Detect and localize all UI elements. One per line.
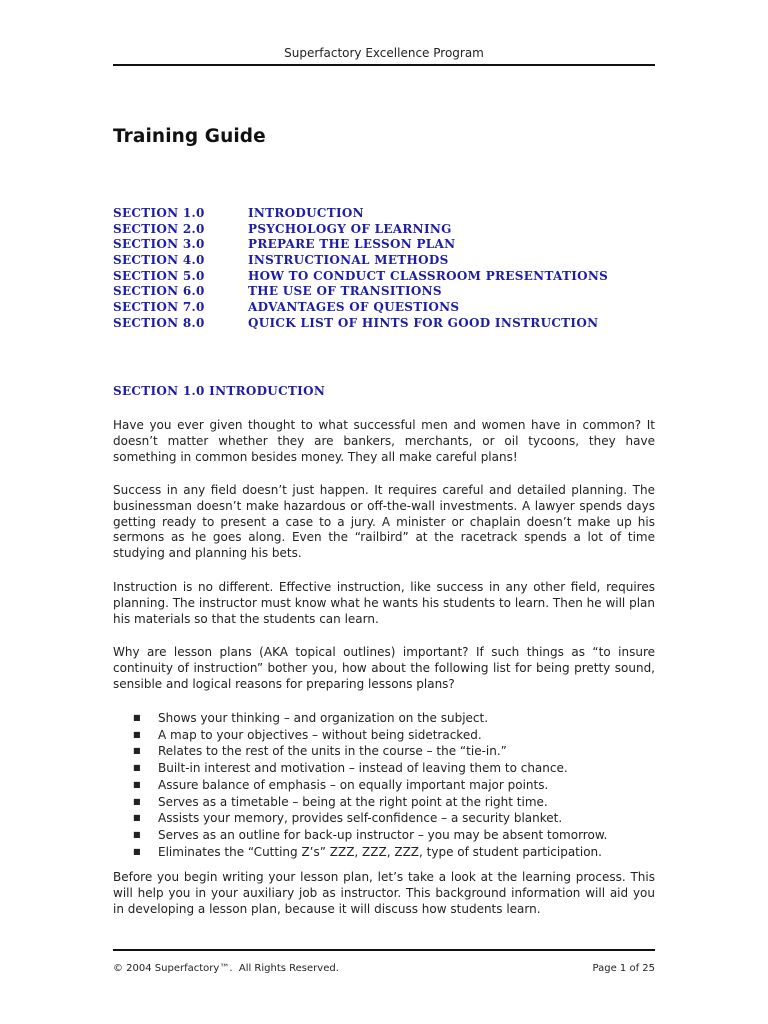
toc-row[interactable] xyxy=(113,269,655,285)
list-item-text: Built-in interest and motivation – instead of leaving them to chance. xyxy=(158,761,568,776)
bullet-icon: ■ xyxy=(133,779,141,789)
table-of-contents xyxy=(113,206,655,332)
page-header: Superfactory Excellence Program xyxy=(284,46,484,60)
list-item xyxy=(133,760,653,777)
list-item xyxy=(133,777,653,794)
body-paragraph: Instruction is no different. Effective instruction, like success in any other field, requires planning. The instructor must know what he wants his students to learn. Then he will plan his materials so that the students can learn. xyxy=(113,580,655,626)
list-item xyxy=(133,844,653,861)
list-item xyxy=(133,743,653,760)
list-item xyxy=(133,727,653,744)
list-item-text: Relates to the rest of the units in the course – the “tie-in.” xyxy=(158,744,507,759)
toc-row[interactable] xyxy=(113,237,655,253)
body-paragraph: Why are lesson plans (AKA topical outlines) important? If such things as “to insure continuity of instruction” bother you, how about the following list for being pretty sound, sensible and logical reasons for preparing lessons plans? xyxy=(113,645,655,691)
toc-section-number: SECTION 2.0 xyxy=(113,221,205,236)
list-item-text: Assists your memory, provides self-confidence – a security blanket. xyxy=(158,811,563,826)
toc-section-title: HOW TO CONDUCT CLASSROOM PRESENTATIONS xyxy=(248,268,609,283)
list-item xyxy=(133,827,653,844)
toc-section-title: PREPARE THE LESSON PLAN xyxy=(248,237,456,252)
toc-row[interactable] xyxy=(113,206,655,222)
toc-section-title: PSYCHOLOGY OF LEARNING xyxy=(248,221,452,236)
toc-section-number: SECTION 7.0 xyxy=(113,300,205,315)
toc-row[interactable] xyxy=(113,253,655,269)
footer-divider xyxy=(113,949,655,951)
toc-section-number: SECTION 4.0 xyxy=(113,253,205,268)
reasons-list xyxy=(133,710,653,860)
list-item-text: Serves as a timetable – being at the right point at the right time. xyxy=(158,794,548,809)
page-number: Page 1 of 25 xyxy=(592,963,655,974)
toc-row[interactable] xyxy=(113,300,655,316)
body-paragraph: Success in any field doesn’t just happen. It requires careful and detailed planning. The businessman doesn’t make hazardous or off-the-wall investments. A lawyer spends days getting ready to present a case to a jury. A minister or chaplain doesn’t make up his sermons as he goes along. Even the “railbird” at the racetrack spends a lot of time studying and planning his bets. xyxy=(113,483,655,561)
header-divider xyxy=(113,64,655,66)
toc-section-title: INSTRUCTIONAL METHODS xyxy=(248,253,449,268)
document-title: Training Guide xyxy=(113,126,266,147)
toc-section-number: SECTION 8.0 xyxy=(113,315,205,330)
toc-section-number: SECTION 5.0 xyxy=(113,268,205,283)
list-item xyxy=(133,794,653,811)
toc-section-title: THE USE OF TRANSITIONS xyxy=(248,284,442,299)
bullet-icon: ■ xyxy=(133,829,141,839)
toc-section-number: SECTION 1.0 xyxy=(113,206,205,220)
toc-section-number: SECTION 3.0 xyxy=(113,237,205,252)
toc-section-title: QUICK LIST OF HINTS FOR GOOD INSTRUCTION xyxy=(248,315,599,330)
list-item-text: Shows your thinking – and organization on the subject. xyxy=(158,711,489,725)
body-paragraph: Before you begin writing your lesson plan, let’s take a look at the learning process. This will help you in your auxiliary job as instructor. This background information will aid you in developing a lesson plan, because it will discuss how students learn. xyxy=(113,870,655,916)
toc-row[interactable] xyxy=(113,284,655,300)
list-item-text: Eliminates the “Cutting Z’s” ZZZ, ZZZ, ZZZ, type of student participation. xyxy=(158,844,602,859)
list-item-text: A map to your objectives – without being sidetracked. xyxy=(158,727,482,742)
toc-row[interactable] xyxy=(113,316,655,332)
bullet-icon: ■ xyxy=(133,796,141,806)
list-item xyxy=(133,710,653,727)
bullet-icon: ■ xyxy=(133,813,141,823)
body-paragraph: Have you ever given thought to what successful men and women have in common? It doesn’t matter whether they are bankers, merchants, or oil tycoons, they have something in common besides money. They all make careful plans! xyxy=(113,418,655,464)
toc-section-title: INTRODUCTION xyxy=(248,206,364,220)
toc-section-title: ADVANTAGES OF QUESTIONS xyxy=(248,300,460,315)
bullet-icon: ■ xyxy=(133,746,141,756)
bullet-icon: ■ xyxy=(133,729,141,739)
toc-section-number: SECTION 6.0 xyxy=(113,284,205,299)
list-item-text: Assure balance of emphasis – on equally important major points. xyxy=(158,777,549,792)
bullet-icon: ■ xyxy=(133,713,141,722)
toc-row[interactable] xyxy=(113,222,655,238)
copyright-notice: © 2004 Superfactory™. All Rights Reserved. xyxy=(113,963,339,974)
section-heading: SECTION 1.0 INTRODUCTION xyxy=(113,384,326,398)
bullet-icon: ■ xyxy=(133,846,141,856)
bullet-icon: ■ xyxy=(133,763,141,773)
list-item-text: Serves as an outline for back-up instructor – you may be absent tomorrow. xyxy=(158,827,608,842)
list-item xyxy=(133,810,653,827)
